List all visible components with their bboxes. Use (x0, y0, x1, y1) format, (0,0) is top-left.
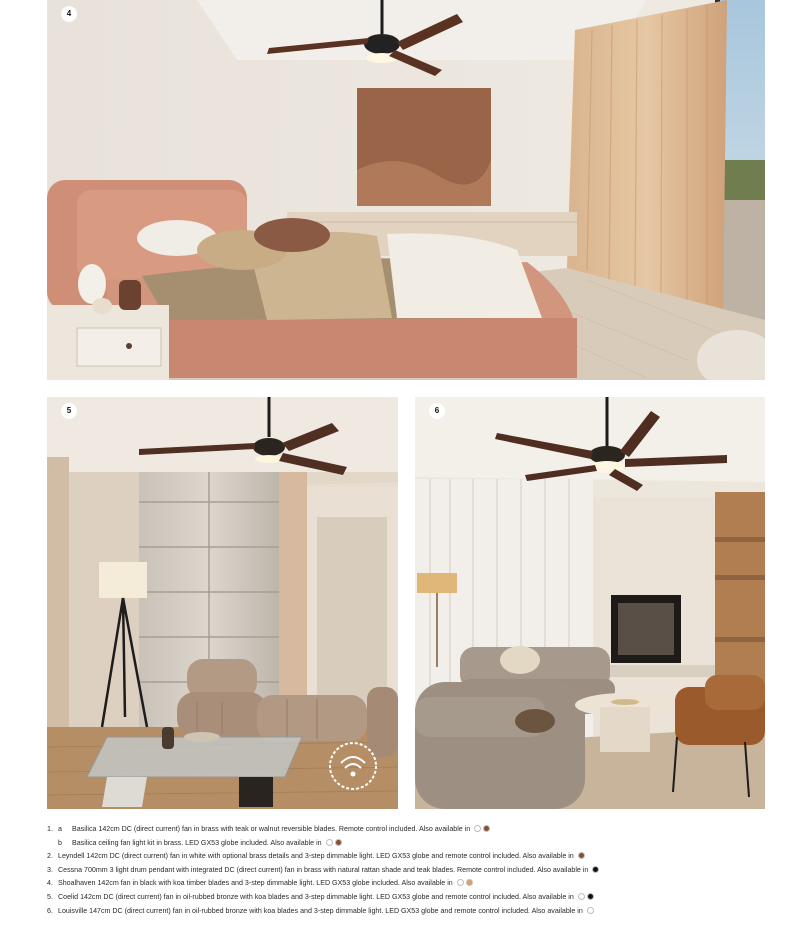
colour-swatch-white (474, 825, 481, 832)
colour-swatch-walnut (578, 852, 585, 859)
photo-number-badge: 4 (61, 6, 77, 22)
colour-swatch-koa (466, 879, 473, 886)
caption-item (47, 837, 767, 851)
colour-swatch-white (457, 879, 464, 886)
caption-number: 1. (47, 825, 53, 833)
colour-swatch-white (326, 839, 333, 846)
caption-sub-letter: b (58, 838, 62, 847)
photo-number-badge: 6 (429, 403, 445, 419)
caption-text: Shoalhaven 142cm fan in black with koa timber blades and 3-step dimmable light. LED GX53 globe included. Also available in (58, 879, 453, 888)
caption-item (47, 850, 767, 864)
living-room-scene-6 (415, 397, 765, 809)
caption-number: 3. (47, 865, 53, 874)
caption-text: Basilica 142cm DC (direct current) fan in brass with teak or walnut reversible blades. Remote control included. Also available in (72, 825, 471, 833)
caption-number: 4. (47, 879, 53, 888)
photo-5-living-room (47, 397, 398, 809)
caption-text: Cessna 700mm 3 light drum pendant with integrated DC (direct current) fan in brass with natural rattan shade and teak blades. Remote control included. Also available in (58, 865, 589, 874)
caption-item (47, 905, 767, 919)
colour-swatch-black (587, 893, 594, 900)
caption-item (47, 877, 767, 891)
caption-sub-letter: a (58, 825, 62, 833)
caption-text: Basilica ceiling fan light kit in brass. LED GX53 globe included. Also available in (72, 838, 322, 847)
product-caption-list (47, 823, 767, 918)
colour-swatch-walnut (483, 825, 490, 832)
caption-text: Leyndell 142cm DC (direct current) fan in white with optional brass details and 3-step dimmable light. LED GX53 globe and remote control included. Also available in (58, 852, 574, 861)
caption-number: 2. (47, 852, 53, 861)
caption-item (47, 891, 767, 905)
caption-number: 6. (47, 906, 53, 915)
caption-item (47, 864, 767, 878)
colour-swatch-white (587, 907, 594, 914)
caption-item (47, 823, 767, 837)
photo-number-badge: 5 (61, 403, 77, 419)
caption-text: Louisville 147cm DC (direct current) fan in oil-rubbed bronze with koa blades and 3-step dimmable light. LED GX53 globe and remote control included. Also available in (58, 906, 583, 915)
caption-text: Coelid 142cm DC (direct current) fan in oil-rubbed bronze with koa blades and 3-step dimmable light. LED GX53 globe and remote control included. Also available in (58, 892, 574, 901)
photo-4-bedroom (47, 0, 765, 380)
living-room-scene-5 (47, 397, 398, 809)
bedroom-scene (47, 0, 765, 380)
colour-swatch-white (578, 893, 585, 900)
colour-swatch-walnut (335, 839, 342, 846)
colour-swatch-black (592, 866, 599, 873)
caption-number: 5. (47, 892, 53, 901)
photo-6-living-room (415, 397, 765, 809)
